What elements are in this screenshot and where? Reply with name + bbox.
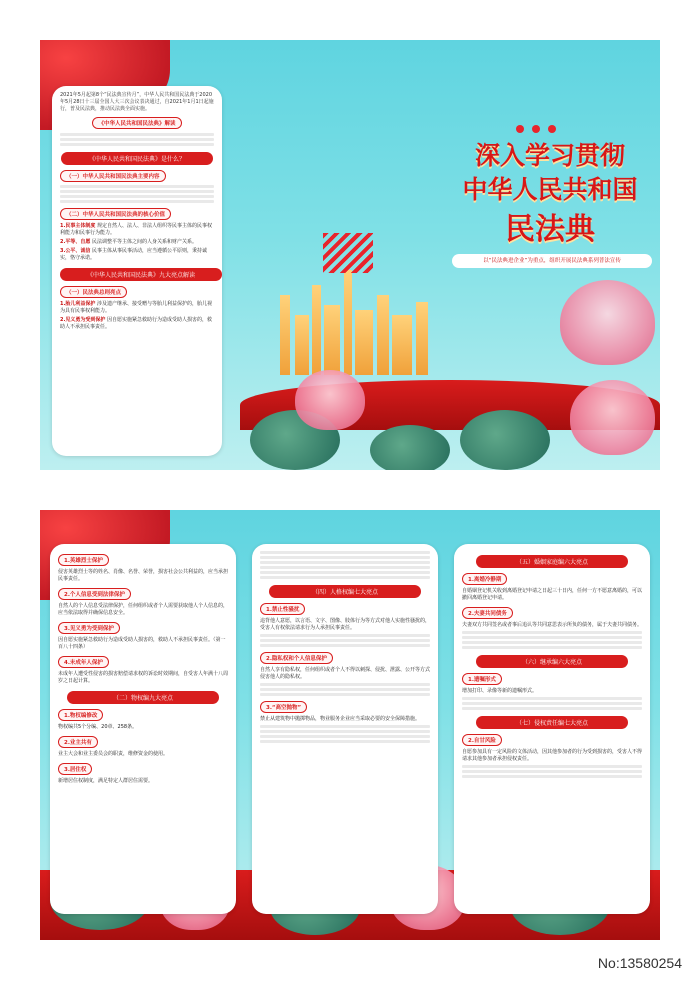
watermark-number: No:13580254 [597,955,682,971]
city-skyline-decoration [355,310,373,375]
list-item: 因自愿实施紧急救助行为造成受助人损害的，救助人不承担民事责任。（第一百八十四条） [58,637,226,650]
title-line2: 中华人民共和国 [462,175,638,204]
list-item: 自然人享有隐私权，任何组织或者个人不得以刺探、侵扰、泄露、公开等方式侵害他人的隐私权。 [260,667,431,680]
col3-section-title: （六）继承编六大亮点 [476,655,628,668]
list-item: 违背他人意愿，以言语、文字、图像、肢体行为等方式对他人实施性骚扰的，受害人有权依法请求行为人承担民事责任。 [260,618,431,631]
list-item: 自婚姻登记机关收到离婚登记申请之日起三十日内，任何一方不愿意离婚的，可以撤回离婚登记申请。 [462,588,643,601]
lotus-flower-decoration [560,280,655,365]
text-lines [462,631,642,649]
title-line1: 深入学习贯彻 [474,141,625,170]
col2-item-title: 1.禁止性骚扰 [260,603,305,615]
city-skyline-decoration [344,270,352,375]
col2-section-title: （四）人格权编七大亮点 [269,585,421,598]
text-lines [260,634,430,647]
text-lines [462,697,642,710]
list-item: 新增居住权制度，满足特定人群居住需要。 [58,778,154,784]
col3-item-title: 1.遗嘱形式 [462,673,502,685]
text-lines [462,765,642,778]
list-item: 3.公平、诚信 民事主体从事民事活动，应当遵循公平原则，秉持诚实，恪守承诺。 [60,248,207,261]
col1-item-title: 4.未成年人保护 [58,656,109,668]
list-item: 夫妻双方共同签名或者事后追认等共同意思表示所负的债务，属于夫妻共同债务。 [462,622,643,628]
text-lines [260,725,430,743]
title-dots [512,118,560,137]
city-skyline-decoration [295,315,309,375]
col1-item-title: 1.物权编修改 [58,709,103,721]
col2-item-title: 3.“高空抛物” [260,701,307,713]
section1-sub2: （二）中华人民共和国民法典的核心价值 [60,208,171,220]
col1-item-title: 3.居住权 [58,763,92,775]
section1-title: 《中华人民共和国民法典》是什么？ [61,152,213,165]
intro-text: 2021年5月起第8个“民法典宣传月”，中华人民共和国民法典于2020年5月28日十三届全国人大三次会议表决通过，自2021年1月1日起施行，普及民法典，推动民法典全面实施。 [60,92,214,112]
list-item: 自然人的个人信息受法律保护，任何组织或者个人需要获取他人个人信息的，应当依法取得并确保信息安全。 [58,603,229,616]
lotus-flower-decoration [295,370,365,430]
text-lines [60,133,214,146]
list-item: 1.民事主体制度 规定自然人、法人、非法人组织等民事主体的民事权利能力和民事行为能力。 [60,223,212,236]
col3-item-title: 1.离婚冷静期 [462,573,507,585]
brochure-back-sheet [40,510,660,940]
back-col3-panel [454,544,650,914]
text-lines [260,551,430,579]
striped-decoration [323,233,373,273]
list-item: 禁止从建筑物中抛掷物品，物业服务企业应当采取必要的安全保障措施。 [260,716,421,722]
col3-section-title: （五）婚姻家庭编六大亮点 [476,555,628,568]
list-item: 物权编共5个分编、20章、258条。 [58,724,138,730]
city-skyline-decoration [392,315,412,375]
col1-item-title: 1.英雄烈士保护 [58,554,109,566]
intro-subtitle: 《中华人民共和国民法典》解读 [92,117,181,129]
city-skyline-decoration [416,302,428,375]
col2-item-title: 2.隐私权和个人信息保护 [260,652,333,664]
city-skyline-decoration [324,305,340,375]
section1-sub1: （一）中华人民共和国民法典主要内容 [60,170,166,182]
title-line3: 民法典 [505,212,595,247]
col1-item-title: 3.见义勇为受到保护 [58,622,120,634]
lotus-leaf-decoration [370,425,450,470]
col3-section-title: （七）侵权责任编七大亮点 [476,716,628,729]
col1-section-title: （二）物权编九大亮点 [67,691,219,704]
lotus-flower-decoration [570,380,655,455]
back-col1-panel [50,544,236,914]
back-col2-panel [252,544,438,914]
col3-item-title: 2.夫妻共同债务 [462,607,513,619]
city-skyline-decoration [312,285,321,375]
lotus-leaf-decoration [460,410,550,470]
city-skyline-decoration [377,295,389,375]
list-item: 2.见义勇为受到保护 因自愿实施紧急救助行为造成受助人损害的，救助人不承担民事责任。 [60,317,212,330]
list-item: 侵害英雄烈士等的姓名、肖像、名誉、荣誉，损害社会公共利益的，应当承担民事责任。 [58,569,229,582]
col3-item-title: 2.自甘风险 [462,734,502,746]
list-item: 2.平等、自愿 民法调整平等主体之间的人身关系和财产关系。 [60,239,197,245]
front-left-panel [52,86,222,456]
text-lines [60,185,214,203]
col1-item-title: 2.业主共有 [58,736,98,748]
section2-title: 《中华人民共和国民法典》九大亮点解读 [60,268,222,281]
col1-item-title: 2.个人信息受到法律保护 [58,588,131,600]
list-item: 未成年人遭受性侵害的损害赔偿请求权的诉讼时效期间，自受害人年满十八周岁之日起计算。 [58,671,229,684]
list-item: 自愿参加具有一定风险的文体活动，因其他参加者的行为受到损害的，受害人不得请求其他参加者承担侵权责任。 [462,749,643,762]
city-skyline-decoration [280,295,290,375]
list-item: 增加打印、录像等新的遗嘱形式。 [462,688,538,694]
list-item: 1.胎儿利益保护 涉及遗产继承、接受赠与等胎儿利益保护的，胎儿视为具有民事权利能力。 [60,301,212,314]
text-lines [260,683,430,696]
brochure-front-sheet [40,40,660,470]
section2-sub1: （一）民法典总则亮点 [60,286,127,298]
slogan-bar: 以“民法典进企业”为重点，组织开展民法典系列普法宣传 [452,254,652,268]
list-item: 业主大会和业主委员会的职责，维修资金的使用。 [58,751,169,757]
